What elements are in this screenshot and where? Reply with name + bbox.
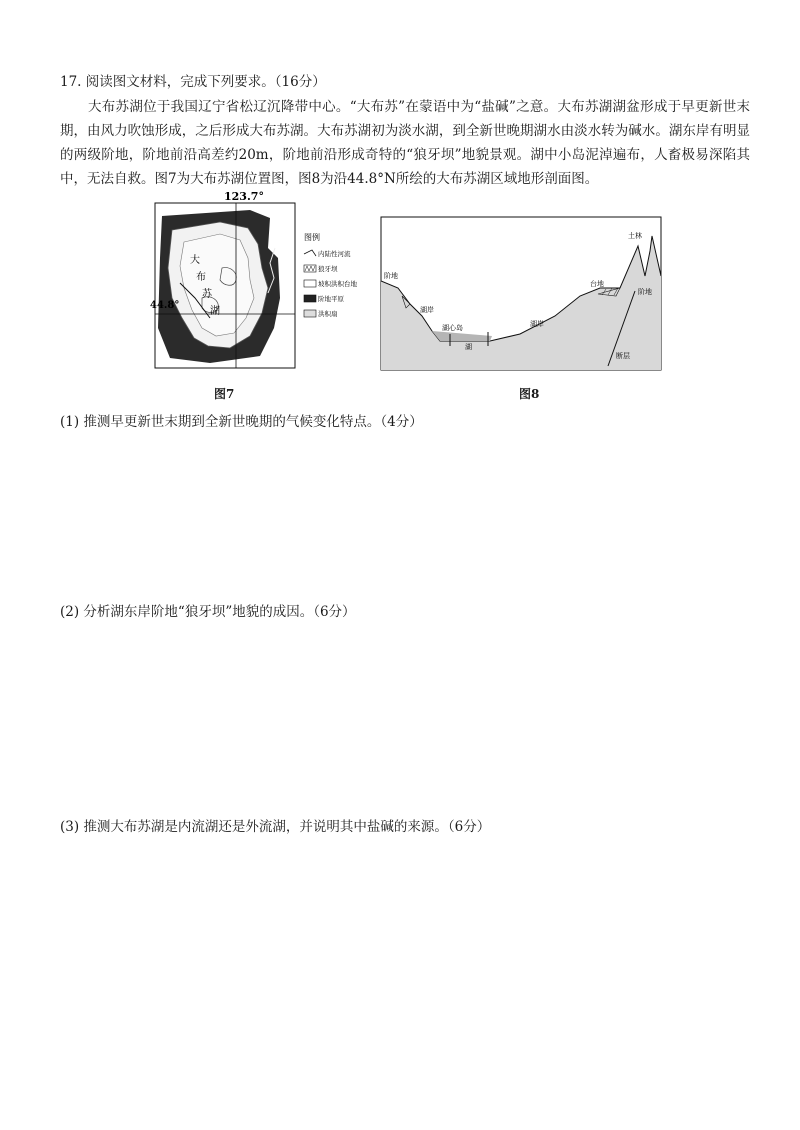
label-fault: 断层	[616, 352, 630, 360]
label-island: 湖心岛	[442, 324, 463, 332]
figure-8-profile	[380, 216, 662, 371]
longitude-label: 123.7°	[224, 190, 264, 203]
legend-item-platform: 坡积洪积台地	[318, 280, 357, 288]
legend-item-alluvial-fan: 洪积扇	[318, 310, 338, 318]
figure-7-map	[150, 188, 298, 373]
question-title: 17. 阅读图文材料，完成下列要求。（16分）	[60, 74, 326, 90]
lake-name-char: 湖	[210, 306, 220, 317]
legend-item-river: 内陆性河流	[318, 250, 351, 258]
lake-name-char: 布	[196, 272, 206, 283]
latitude-label: 44.8°	[150, 300, 180, 311]
label-lakeshore-left: 湖岸	[420, 306, 434, 314]
label-platform: 台地	[590, 280, 604, 288]
label-lake: 湖	[465, 343, 472, 351]
question-paragraph: 大布苏湖位于我国辽宁省松辽沉降带中心。“大布苏”在蒙语中为“盐碱”之意。大布苏湖湖盆形成于早更新世末期，由风力吹蚀形成，之后形成大布苏湖。大布苏湖初为淡水湖，到全新世晚期湖水由淡水转为碱水。湖东岸有明显的两级阶地，阶地前沿高差约20m，阶地前沿形成奇特的“狼牙坝”地貌景观。湖中小岛泥淖遍布，人畜极易深陷其中，无法自救。图7为大布苏湖位置图，图8为沿44.8°N所绘的大布苏湖区域地形剖面图。	[60, 99, 750, 187]
subquestion-2: (2) 分析湖东岸阶地“狼牙坝”地貌的成因。（6分）	[60, 604, 356, 620]
figure-7-caption: 图7	[214, 387, 235, 401]
legend-item-terrace-plain: 阶地平原	[318, 295, 344, 303]
legend-item-wolf-teeth: 狼牙坝	[318, 265, 338, 273]
lake-name-char: 大	[190, 255, 200, 266]
legend-title: 图例	[304, 233, 320, 242]
lake-name-char: 苏	[202, 289, 212, 300]
label-lakeshore-right: 湖岸	[530, 320, 544, 328]
label-earth-forest: 土林	[628, 232, 642, 240]
figure-7-legend	[298, 228, 368, 358]
subquestion-3: (3) 推测大布苏湖是内流湖还是外流湖，并说明其中盐碱的来源。（6分）	[60, 819, 491, 835]
label-terrace-left: 阶地	[384, 272, 398, 280]
label-terrace-right: 阶地	[638, 288, 652, 296]
figure-8-caption: 图8	[519, 387, 540, 401]
subquestion-1: (1) 推测早更新世末期到全新世晚期的气候变化特点。（4分）	[60, 414, 423, 430]
